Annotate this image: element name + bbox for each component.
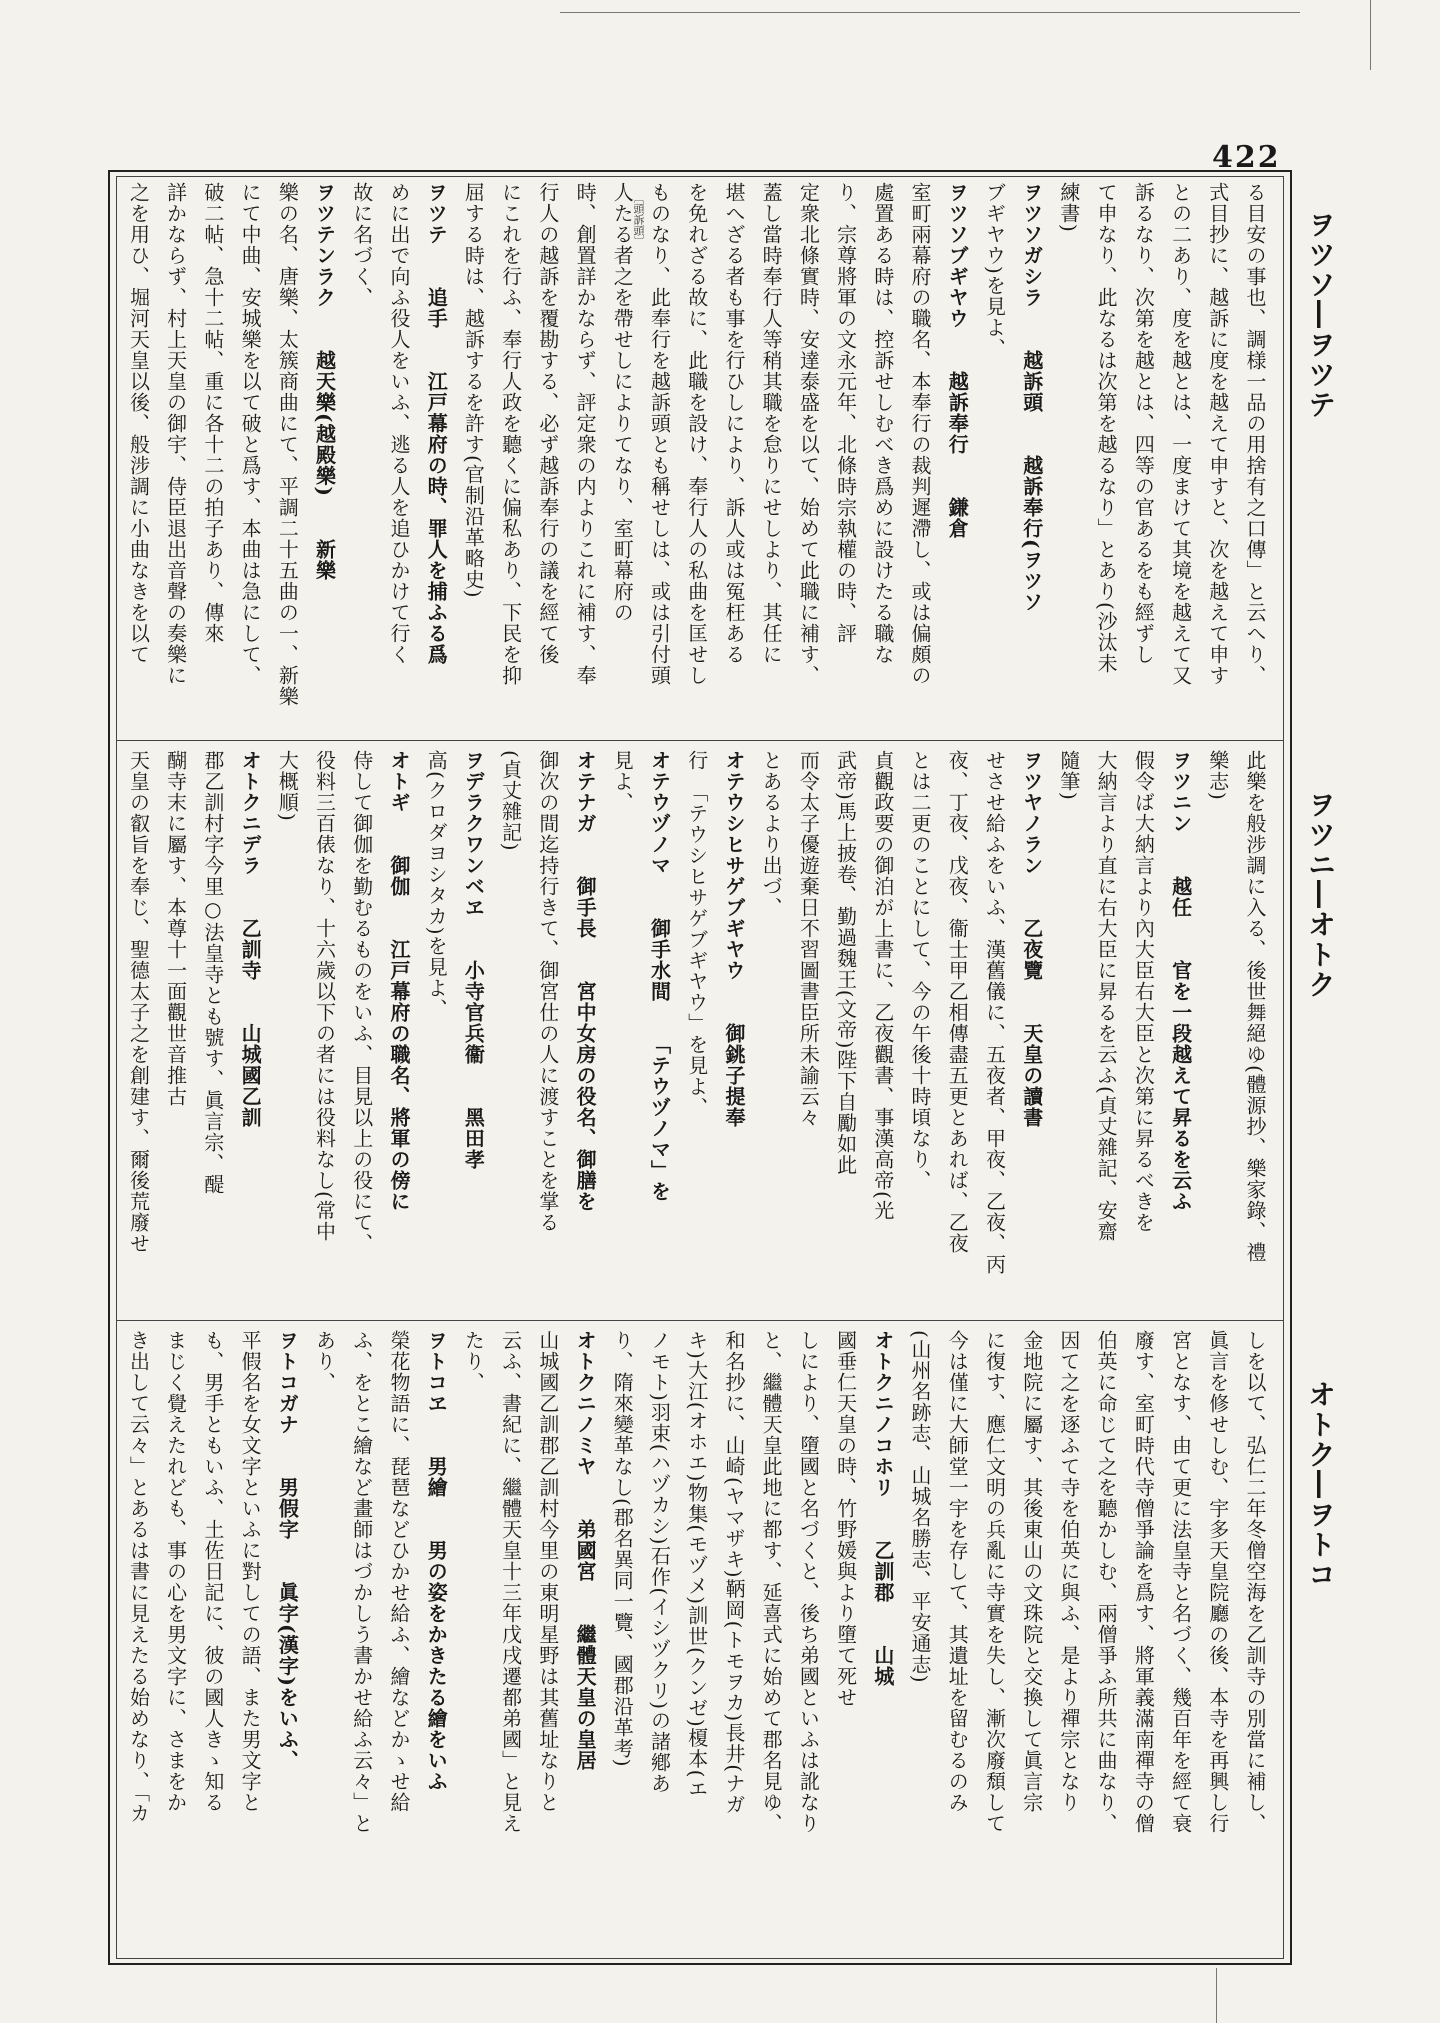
text-column: 郡乙訓村字今里○法皇寺とも號す、眞言宗、醍 <box>200 750 225 1195</box>
text-column: 樂の名、唐樂、太簇商曲にて、平調二十五曲の一、新樂 <box>275 182 300 707</box>
text-column: 大概順) <box>275 750 300 822</box>
text-column: せさせ給ふをいふ、漢舊儀に、五夜者、甲夜、乙夜、丙 <box>982 750 1007 1275</box>
text-column: 榮花物語に、琵琶などひかせ給ふ、繪などかゝせ給 <box>386 1330 411 1813</box>
text-column: り、宗尊將軍の文永元年、北條時宗執權の時、評 <box>833 182 858 644</box>
text-column: と、繼體天皇此地に都す、延喜式に始めて郡名見ゆ、 <box>759 1330 784 1834</box>
text-column: 醐寺末に屬す、本尊十一面觀世音推古 <box>163 750 188 1107</box>
text-column: 廢す、室町時代寺僧爭論を爲す、將軍義滿南禪寺の僧 <box>1131 1330 1156 1834</box>
text-column: しにより、墮國と名づくと、後ち弟國といふは訛なり <box>796 1330 821 1834</box>
text-column: に復す、應仁文明の兵亂に寺實を失し、漸次廢頹して <box>982 1330 1007 1834</box>
running-header: ヲツソ―ヲツテ <box>1304 210 1337 420</box>
text-column: り、隋來變革なし(郡名異同一覽、國郡沿革考) <box>610 1330 635 1768</box>
text-column: 練書) <box>1056 182 1081 233</box>
text-column: 假令ば大納言より內大臣右大臣と次第に昇るべきを <box>1131 750 1156 1233</box>
text-column: オトクニノミヤ 弟國宮 繼體天皇の皇居 <box>573 1330 598 1771</box>
text-column: て申なり、此なるは次第を越るなり」とあり(沙汰未 <box>1094 182 1119 674</box>
text-column: 伯英に命じて之を聽かしむ、兩僧爭ふ所共に曲なり、 <box>1094 1330 1119 1834</box>
text-column: めに出で向ふ役人をいふ、逃る人を追ひかけて行く <box>386 182 411 665</box>
text-column: とあるより出づ、 <box>759 750 784 918</box>
text-column: 蓋し當時奉行人等稍其職を怠りにせしより、其任に <box>759 182 784 665</box>
text-section <box>120 1330 1280 1955</box>
text-column: オテナガ 御手長 宮中女房の役名、御膳を <box>573 750 598 1212</box>
text-column: 侍して御伽を勤むるものをいふ、目見以上の役にて、 <box>349 750 374 1254</box>
text-column: 定衆北條實時、安達泰盛を以て、始めて此職に補す、 <box>796 182 821 686</box>
text-column: 御次の間迄持行きて、御宮仕の人に渡すことを掌る <box>535 750 560 1233</box>
text-column: 國垂仁天皇の時、竹野媛與より墮て死せ <box>833 1330 858 1708</box>
text-column: ヲツテンラク 越天樂(越殿樂) 新樂 <box>312 182 337 581</box>
text-column: 處置ある時は、控訴せしむべき爲めに設けたる職な <box>870 182 895 665</box>
text-column: 平假名を女文字といふに對しての語、また男文字と <box>238 1330 263 1813</box>
text-column: 高(クロダヨシタカ)を見よ、 <box>424 750 449 1020</box>
text-column: まじく覺えたれども、事の心を男文字に、さまをか <box>163 1330 188 1813</box>
text-column: 因て之を逐ふて寺を伯英に與ふ、是より禪宗となり <box>1056 1330 1081 1813</box>
text-column: ノモト)羽束(ハヅカシ)石作(イシヅクリ)の諸鄕あ <box>647 1330 672 1795</box>
text-column: 故に名づく、 <box>349 182 374 308</box>
text-column: (貞丈雜記) <box>498 750 523 852</box>
text-column: オトクニデラ 乙訓寺 山城國乙訓 <box>238 750 263 1128</box>
text-column: 役料三百俵なり、十六歲以下の者には役料なし(常中 <box>312 750 337 1242</box>
section-divider <box>116 740 1284 741</box>
text-column: 時、創置詳かならず、評定衆の内よりこれに補す、奉 <box>573 182 598 686</box>
text-column: 破二帖、急十二帖、重に各十二の拍子あり、傳來 <box>200 182 225 644</box>
text-column: ものなり、此奉行を越訴頭とも稱せしは、或は引付頭 <box>647 182 672 686</box>
text-column: ヲツテ 追手 江戸幕府の時、罪人を捕ふる爲 <box>424 182 449 665</box>
text-column: 山城國乙訓郡乙訓村今里の東明星野は其舊址なりと <box>535 1330 560 1813</box>
text-column: ヲトコヱ 男繪 男の姿をかきたる繪をいふ <box>424 1330 449 1792</box>
text-column: ヲツニン 越任 官を一段越えて昇るを云ふ <box>1168 750 1193 1212</box>
text-column: き出して云々」とあるは書に見えたる始めなり、「カ <box>126 1330 151 1824</box>
text-column: 詳かならず、村上天皇の御宇、侍臣退出音聲の奏樂に <box>163 182 188 686</box>
text-column: 而令太子優遊棄日不習圖書臣所未諭云々 <box>796 750 821 1128</box>
text-column: ヲデラクワンベヱ 小寺官兵衞 黑田孝 <box>461 750 486 1170</box>
text-column: 隨筆) <box>1056 750 1081 801</box>
text-column: 樂志) <box>1205 750 1230 801</box>
column-marker: 〔頭訴頭〕 <box>632 192 645 247</box>
text-column: オテウヅノマ 御手水間 「テウヅノマ」を <box>647 750 672 1202</box>
text-column: しを以て、弘仁二年冬僧空海を乙訓寺の別當に補し、 <box>1243 1330 1267 1834</box>
text-column: 大納言より直に右大臣に昇るを云ふ(貞丈雜記、安齋 <box>1094 750 1119 1242</box>
text-column: も、男手ともいふ、土佐日記に、彼の國人きゝ知る <box>200 1330 225 1813</box>
text-column: 武帝)馬上披卷、勤過魏王(文帝)陛下自勵如此 <box>833 750 858 1176</box>
scan-edge-line <box>560 0 1300 13</box>
text-column: 屈する時は、越訴するを許す(官制沿革略史) <box>461 182 486 599</box>
text-column: 金地院に屬す、其後東山の文珠院と交換して眞言宗 <box>1019 1330 1044 1813</box>
text-column: 云ふ、書紀に、繼體天皇十三年戊戌遷都弟國」と見え <box>498 1330 523 1834</box>
text-column: とは二更のことにして、今の午後十時頃なり、 <box>908 750 933 1191</box>
text-column: 見よ、 <box>610 750 635 813</box>
binding-line <box>1216 1968 1217 2023</box>
text-column: 天皇の叡旨を奉じ、聖德太子之を創建す、爾後荒廢せ <box>126 750 151 1254</box>
text-column: 眞言を修せしむ、宇多天皇院廳の後、本寺を再興し行 <box>1205 1330 1230 1834</box>
text-column: たり、 <box>461 1330 486 1393</box>
text-column: 夜、丁夜、戊夜、衞士甲乙相傳盡五更とあれば、乙夜 <box>945 750 970 1254</box>
text-section <box>120 182 1280 730</box>
running-header: ヲツニ―オトク <box>1304 790 1337 1000</box>
text-column: ブギヤウ)を見よ、 <box>982 182 1007 359</box>
text-column: 之を用ひ、堀河天皇以後、般涉調に小曲なきを以て <box>126 182 151 665</box>
text-column: ヲツソガシラ 越訴頭 越訴奉行(ヲツソ <box>1019 182 1044 613</box>
text-column: る目安の事也、調様一品の用捨有之口傳」と云へり、 <box>1243 182 1267 686</box>
scan-edge-line <box>1370 0 1371 70</box>
page-number: 422 <box>1212 140 1281 175</box>
text-column: キ)大江(オホエ)物集(モヅメ)訓世(クンゼ)榎本(エ <box>684 1330 709 1800</box>
text-column: 式目抄に、越訴に度を越えて申すと、次を越えて申す <box>1205 182 1230 686</box>
text-column: 貞觀政要の御泊が上書に、乙夜觀書、事漢高帝(光 <box>870 750 895 1221</box>
text-column: 行人の越訴を覆勘する、必ず越訴奉行の議を經て後 <box>535 182 560 665</box>
text-column: ヲツヤノラン 乙夜覽 天皇の讀書 <box>1019 750 1044 1128</box>
text-column: あり、 <box>312 1330 337 1393</box>
text-column: 宮となす、由て更に法皇寺と名づく、幾百年を經て衰 <box>1168 1330 1193 1834</box>
text-column: 和名抄に、山崎(ヤマザキ)鞆岡(トモヲカ)長井(ナガ <box>721 1330 746 1816</box>
text-column: との二あり、度を越とは、一度まけて其境を越えて又 <box>1168 182 1193 686</box>
text-column: 行 「テウシヒサゲブギヤウ」を見よ、 <box>684 750 709 1118</box>
text-section <box>120 750 1280 1310</box>
text-column: にて中曲、安城樂を以て破と爲す、本曲は急にして、 <box>238 182 263 686</box>
text-column: オテウシヒサゲブギヤウ 御銚子提奉 <box>721 750 746 1128</box>
text-column: 人たる者之を帶せしによりてなり、室町幕府の <box>610 182 635 623</box>
text-column: オトギ 御伽 江戸幕府の職名、將軍の傍に <box>386 750 411 1212</box>
text-column: ヲツソブギヤウ 越訴奉行 鎌倉 <box>945 182 970 539</box>
text-column: 室町兩幕府の職名、本奉行の裁判遲滯し、或は偏頗の <box>908 182 933 686</box>
text-column: 堪へざる者も事を行ひしにより、訴人或は冤枉ある <box>721 182 746 665</box>
section-divider <box>116 1320 1284 1321</box>
text-column: 此樂を般涉調に入る、後世舞絕ゆ(體源抄、樂家錄、禮 <box>1243 750 1267 1263</box>
text-column: にこれを行ふ、奉行人政を聽くに偏私あり、下民を抑 <box>498 182 523 686</box>
text-column: オトクニノコホリ 乙訓郡 山城 <box>870 1330 895 1687</box>
running-header: オトク―ヲトコ <box>1304 1380 1337 1590</box>
text-column: ふ、をとこ繪など畫師はづかしう書かせ給ふ云々」と <box>349 1330 374 1834</box>
text-column: 訴るなり、次第を越とは、四等の官あるをも經ずし <box>1131 182 1156 665</box>
text-column: 今は僅に大師堂一宇を存して、其遺址を留むるのみ <box>945 1330 970 1813</box>
text-column: (山州名跡志、山城名勝志、平安通志) <box>908 1330 933 1684</box>
text-column: ヲトコガナ 男假字 眞字(漢字)をいふ、 <box>275 1330 300 1771</box>
text-column: を免れざる故に、此職を設け、奉行人の私曲を匡せし <box>684 182 709 686</box>
